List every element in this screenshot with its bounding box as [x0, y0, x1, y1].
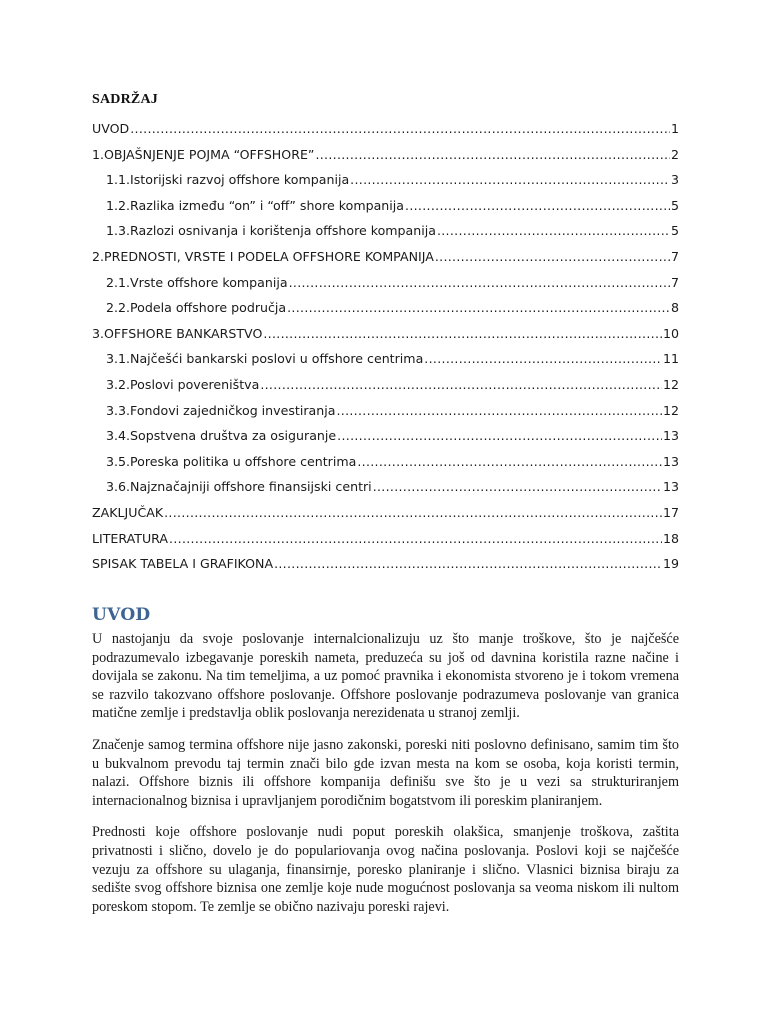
- toc-entry[interactable]: [92, 454, 679, 480]
- toc-entry-title: 3.6.Najznačajniji offshore finansijski centri: [106, 479, 372, 495]
- toc-entry[interactable]: [92, 403, 679, 429]
- table-of-contents: [92, 121, 679, 582]
- toc-dot-leader: [437, 223, 670, 238]
- toc-entry[interactable]: [92, 275, 679, 301]
- toc-entry-title: 2.2.Podela offshore područja: [106, 300, 287, 316]
- paragraph-3: Prednosti koje offshore poslovanje nudi poput poreskih olakšica, smanjenje troškova, zaštita privatnosti i slično, dovelo je do populariovanja ovog načina poslovanja. Poslovi koji se najčešće vezuju za offshore su ulaganja, finansirnje, poresko planiranje i slično. Vlasnici biznisa biraju za sedište svog offshore biznisa one zemlje koje nude mogućnost poslovanja sa veoma niskom ili nultom poreskom stopom. Te zemlje se obično nazivaju poreski rajevi.: [92, 824, 679, 915]
- toc-entry-page-number: 12: [662, 402, 679, 418]
- toc-dot-leader: [337, 428, 662, 443]
- toc-entry[interactable]: [92, 172, 679, 198]
- toc-entry-page-number: 18: [662, 530, 679, 546]
- toc-heading: SADRŽAJ: [92, 92, 158, 107]
- toc-entry[interactable]: [92, 377, 679, 403]
- toc-entry[interactable]: [92, 428, 679, 454]
- toc-entry-title: SPISAK TABELA I GRAFIKONA: [92, 556, 274, 572]
- toc-entry-page-number: 13: [662, 428, 679, 444]
- toc-entry-title: ZAKLJUČAK: [92, 504, 164, 520]
- toc-entry-title: 1.1.Istorijski razvoj offshore kompanija: [106, 172, 350, 188]
- toc-entry-page-number: 1: [670, 121, 679, 136]
- toc-dot-leader: [130, 121, 670, 136]
- toc-entry-title: 1.2.Razlika između “on” i “off” shore kompanija: [106, 197, 405, 213]
- toc-dot-leader: [263, 326, 662, 341]
- toc-entry-title: 2.1.Vrste offshore kompanija: [106, 274, 288, 290]
- toc-entry[interactable]: [92, 479, 679, 505]
- toc-entry[interactable]: [92, 198, 679, 224]
- toc-entry-title: 3.5.Poreska politika u offshore centrima: [106, 453, 357, 469]
- toc-dot-leader: [164, 505, 662, 520]
- paragraph-2: Značenje samog termina offshore nije jasno zakonski, poreski niti poslovno definisano, samim tim što u bukvalnom prevodu taj termin znači bilo gde izvan mesta na kom se osoba, koja koristi termin, nalazi. Offshore biznis ili offshore kompanija definišu sve što je u vezi sa strukturiranjem internacionalnog biznisa i upravljanjem porodičnim bogatstvom ili poreskim planiranjem.: [92, 736, 679, 809]
- toc-entry-title: 3.3.Fondovi zajedničkog investiranja: [106, 402, 336, 418]
- toc-entry-title: 2.PREDNOSTI, VRSTE I PODELA OFFSHORE KOMPANIJA: [92, 248, 434, 264]
- toc-entry[interactable]: [92, 531, 679, 557]
- toc-entry-page-number: 17: [662, 504, 679, 520]
- toc-entry-page-number: 11: [662, 351, 679, 367]
- section-heading-uvod: UVOD: [92, 605, 151, 625]
- toc-dot-leader: [357, 454, 662, 469]
- toc-entry-page-number: 5: [670, 223, 679, 239]
- toc-dot-leader: [274, 556, 662, 571]
- toc-entry-page-number: 13: [662, 453, 679, 469]
- toc-dot-leader: [260, 377, 662, 392]
- toc-dot-leader: [169, 531, 662, 546]
- toc-dot-leader: [373, 479, 662, 494]
- toc-dot-leader: [435, 249, 670, 264]
- toc-entry-title: 1.OBJAŠNJENJE POJMA “OFFSHORE”: [92, 146, 315, 162]
- toc-entry-title: 3.4.Sopstvena društva za osiguranje: [106, 428, 337, 444]
- toc-entry-page-number: 5: [670, 197, 679, 213]
- toc-entry-title: 3.2.Poslovi povereništva: [106, 376, 260, 392]
- toc-dot-leader: [350, 172, 670, 187]
- toc-dot-leader: [287, 300, 670, 315]
- toc-dot-leader: [289, 275, 670, 290]
- toc-entry-title: 1.3.Razlozi osnivanja i korištenja offshore kompanija: [106, 223, 436, 239]
- toc-dot-leader: [424, 351, 662, 366]
- toc-dot-leader: [315, 147, 670, 162]
- toc-entry-page-number: 2: [670, 146, 679, 162]
- toc-dot-leader: [405, 198, 670, 213]
- section-body: [92, 630, 679, 929]
- toc-entry-title: LITERATURA: [92, 530, 169, 546]
- toc-entry-page-number: 19: [662, 556, 679, 572]
- toc-entry-page-number: 7: [670, 274, 679, 290]
- toc-entry-page-number: 8: [670, 300, 679, 316]
- toc-entry-page-number: 3: [670, 172, 679, 188]
- toc-dot-leader: [336, 403, 662, 418]
- toc-entry[interactable]: [92, 249, 679, 275]
- toc-entry-title: 3.1.Najčešći bankarski poslovi u offshore centrima: [106, 351, 424, 367]
- toc-entry[interactable]: [92, 556, 679, 582]
- toc-entry[interactable]: [92, 505, 679, 531]
- toc-entry[interactable]: [92, 351, 679, 377]
- toc-entry-page-number: 7: [670, 248, 679, 264]
- toc-entry-page-number: 12: [662, 376, 679, 392]
- toc-entry[interactable]: [92, 147, 679, 173]
- toc-entry-page-number: 13: [662, 479, 679, 495]
- paragraph-1: U nastojanju da svoje poslovanje internalcionalizuju uz što manje troškove, što je najčešće podrazumevalo izbegavanje poreskih nameta, preduzeća su još od davnina koristila razne načine i dovijala se zakonu. Na tim temeljima, a uz pomoć pravnika i ekonomista stvoreno je i tokom vremena se razvilo takozvano offshore poslovanje. Offshore poslovanje podrazumeva poslovanje van granica matične zemlje i predstavlja oblik poslovanja nerezidenata u stranoj zemlji.: [92, 631, 679, 722]
- toc-entry[interactable]: [92, 223, 679, 249]
- toc-entry-title: 3.OFFSHORE BANKARSTVO: [92, 325, 263, 341]
- toc-entry-page-number: 10: [662, 325, 679, 341]
- toc-entry[interactable]: [92, 326, 679, 352]
- toc-entry[interactable]: [92, 300, 679, 326]
- toc-entry-title: UVOD: [92, 121, 130, 136]
- toc-entry[interactable]: [92, 121, 679, 147]
